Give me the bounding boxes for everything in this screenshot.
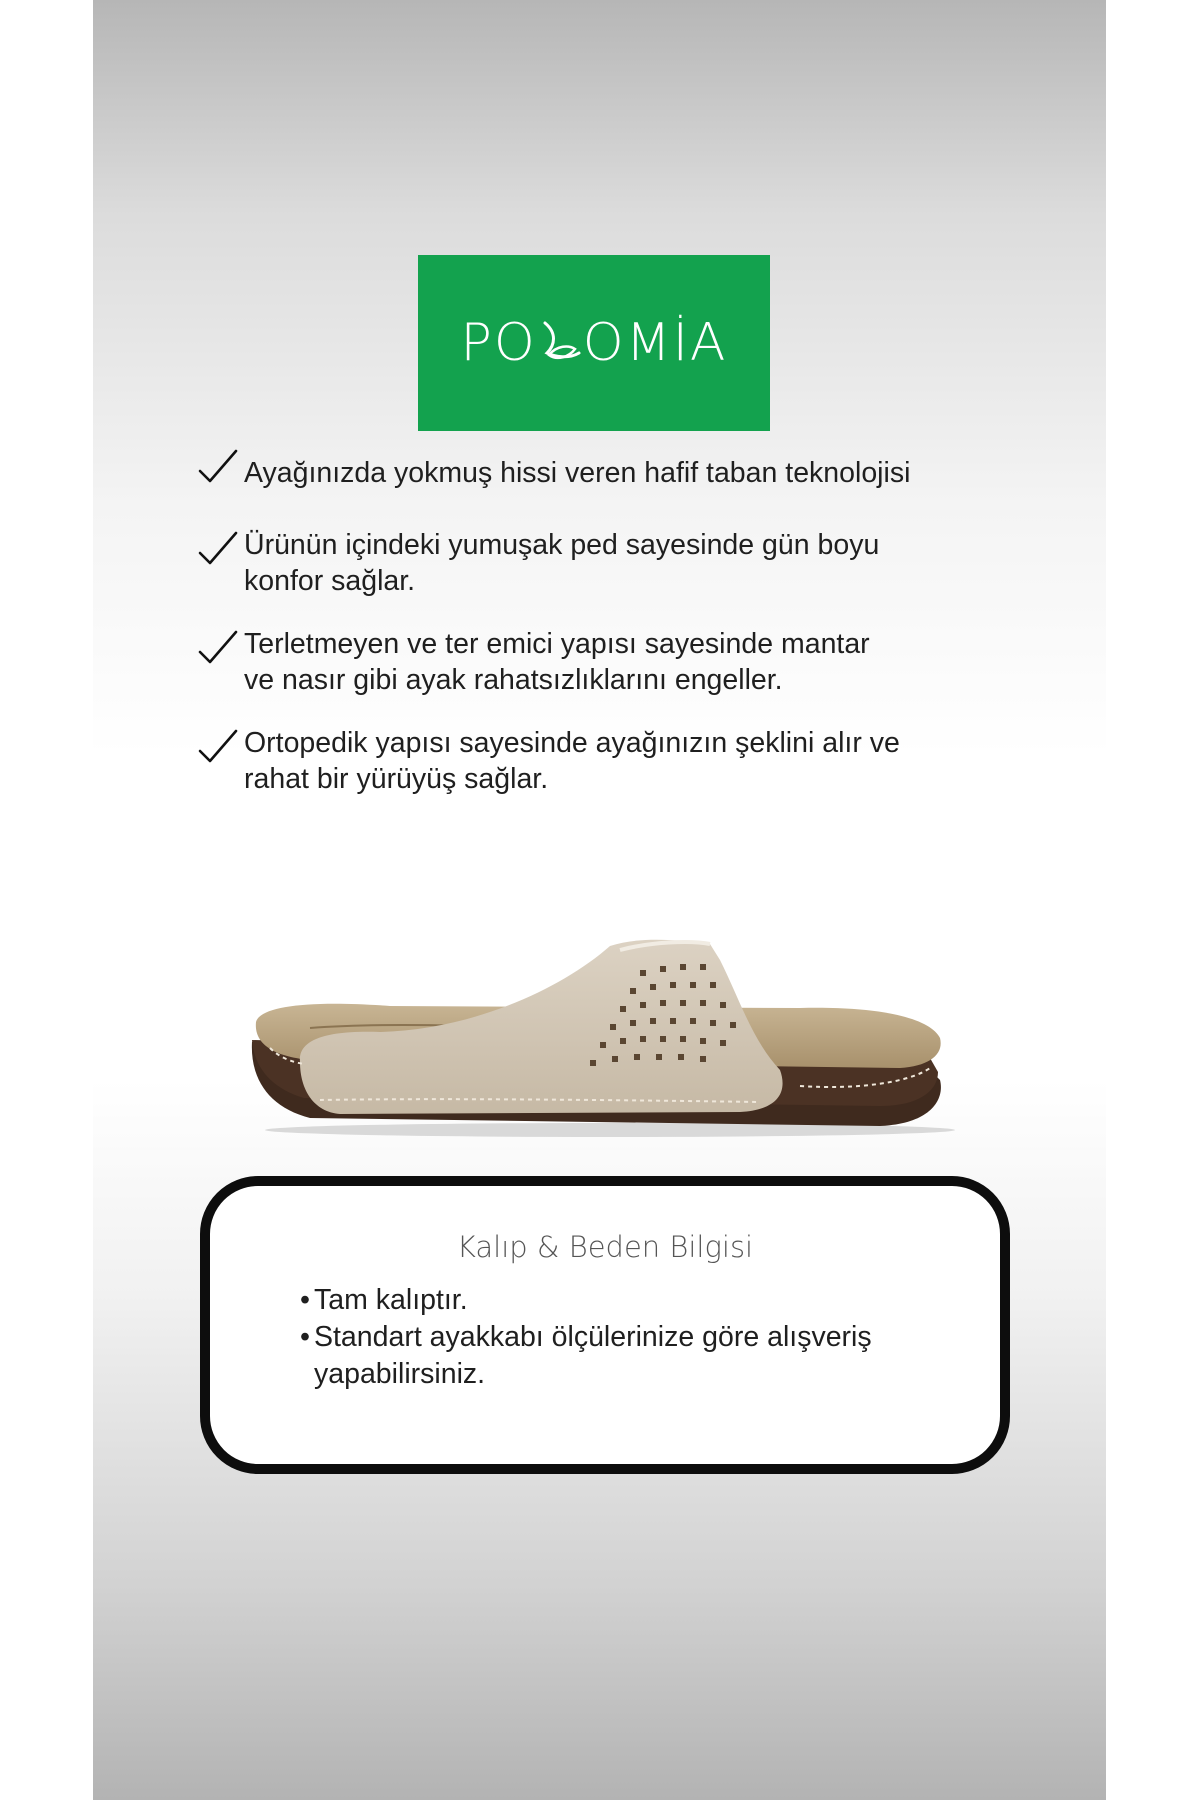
check-icon	[196, 727, 240, 767]
size-info-title: Kalıp & Beden Bilgisi	[456, 1230, 754, 1264]
feature-list	[196, 455, 996, 797]
feature-text: Ayağınızda yokmuş hissi veren hafif taban teknolojisi	[244, 457, 911, 489]
size-info-item: • Tam kalıptır.	[300, 1282, 940, 1319]
check-icon	[196, 447, 240, 487]
feature-item	[196, 725, 996, 797]
leaf-foot-icon	[535, 315, 585, 371]
size-info-item: • Standart ayakkabı ölçülerinize göre alışveriş yapabilirsiniz.	[300, 1319, 940, 1393]
feature-item	[196, 626, 996, 698]
check-icon	[196, 529, 240, 569]
size-info-card	[200, 1176, 1010, 1474]
feature-item	[196, 527, 996, 599]
feature-text: Terletmeyen ve ter emici yapısı sayesinde mantar ve nasır gibi ayak rahatsızlıklarını engeller.	[244, 628, 870, 696]
product-image-sandal	[240, 930, 960, 1150]
feature-text: Ortopedik yapısı sayesinde ayağınızın şeklini alır ve rahat bir yürüyüş sağlar.	[244, 727, 900, 795]
brand-logo	[418, 255, 770, 431]
check-icon	[196, 628, 240, 668]
feature-item	[196, 455, 996, 491]
logo-wordmark	[461, 313, 728, 373]
logo-text-right: OMİA	[582, 313, 728, 373]
feature-text: Ürünün içindeki yumuşak ped sayesinde gün boyu konfor sağlar.	[244, 529, 880, 597]
size-info-list	[300, 1282, 940, 1393]
logo-text-left: PO	[460, 313, 537, 373]
